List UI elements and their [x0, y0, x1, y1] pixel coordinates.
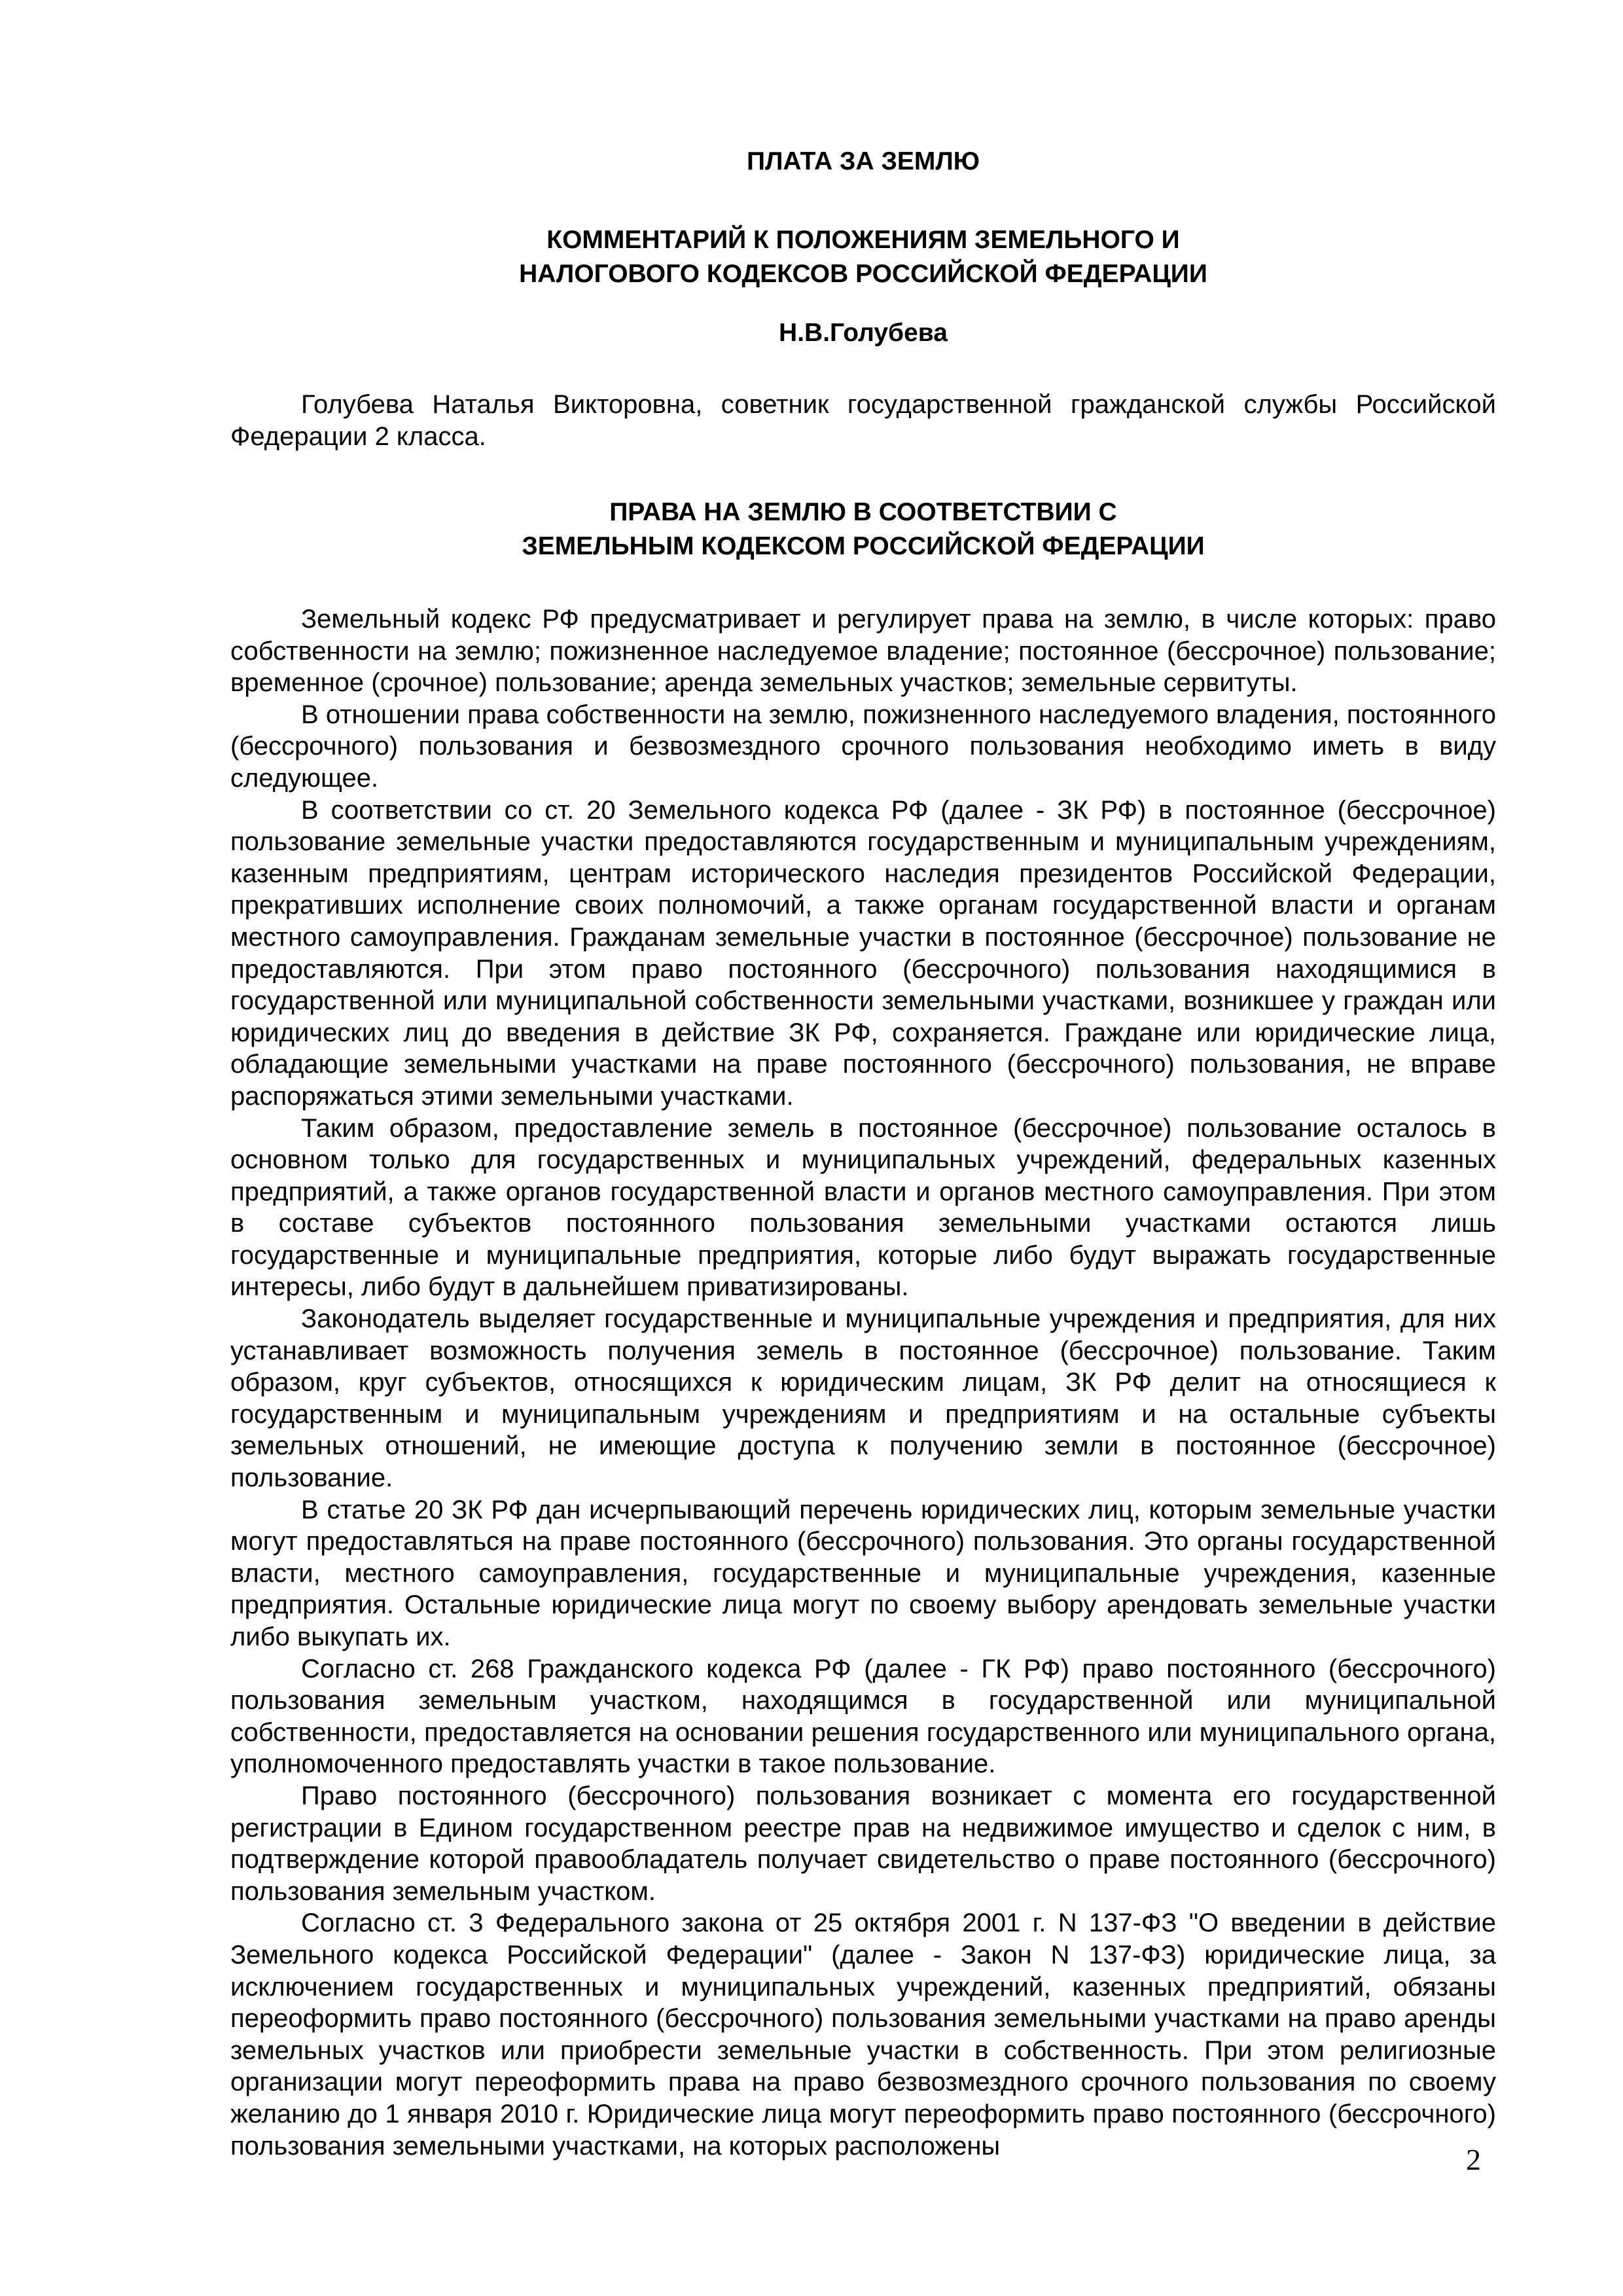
document-title: ПЛАТА ЗА ЗЕМЛЮ — [747, 147, 980, 175]
document-subtitle — [230, 223, 1496, 291]
paragraph: В соответствии со ст. 20 Земельного кодекса РФ (далее - ЗК РФ) в постоянное (бессрочное) пользование земельные участки предоставляются государственным и муниципальным учреждениям, казенным предприятиям, центрам исторического наследия президентов Российской Федерации, прекративших исполнение своих полномочий, а также органам государственной власти и органам местного самоуправления. Гражданам земельные участки в постоянное (бессрочное) пользование не предоставляются. При этом право постоянного (бессрочного) пользования находящимися в государственной или муниципальной собственности земельными участками, возникшее у граждан или юридических лиц до введения в действие ЗК РФ, сохраняется. Граждане или юридические лица, обладающие земельными участками на праве постоянного (бессрочного) пользования, не вправе распоряжаться этими земельными участками. — [230, 795, 1496, 1111]
page-content — [230, 145, 1496, 2162]
section-heading — [230, 495, 1496, 564]
author-info: Голубева Наталья Викторовна, советник государственной гражданской службы Российской Федерации 2 класса. — [230, 390, 1496, 451]
paragraph: В статье 20 ЗК РФ дан исчерпывающий перечень юридических лиц, которым земельные участки могут предоставляться на праве постоянного (бессрочного) пользования. Это органы государственной власти, местного самоуправления, государственные и муниципальные учреждения, казенные предприятия. Остальные юридические лица могут по своему выбору арендовать земельные участки либо выкупать их. — [230, 1495, 1496, 1651]
subtitle-line: КОММЕНТАРИЙ К ПОЛОЖЕНИЯМ ЗЕМЕЛЬНОГО И — [546, 226, 1180, 254]
paragraph: Земельный кодекс РФ предусматривает и регулирует права на землю, в числе которых: право собственности на землю; пожизненное наследуемое владение; постоянное (бессрочное) пользование; временное (срочное) пользование; аренда земельных участков; земельные сервитуты. — [230, 605, 1496, 698]
section-heading-line: ПРАВА НА ЗЕМЛЮ В СООТВЕТСТВИИ С — [609, 498, 1117, 526]
paragraph: Таким образом, предоставление земель в постоянное (бессрочное) пользование осталось в основном только для государственных и муниципальных учреждений, федеральных казенных предприятий, а также органов государственной власти и органов местного самоуправления. При этом в составе субъектов постоянного пользования земельными участками остаются лишь государственные и муниципальные предприятия, которые либо будут выражать государственные интересы, либо будут в дальнейшем приватизированы. — [230, 1113, 1496, 1302]
paragraph: Согласно ст. 3 Федерального закона от 25 октября 2001 г. N 137-ФЗ "О введении в действие Земельного кодекса Российской Федерации" (далее - Закон N 137-ФЗ) юридические лица, за исключением государственных и муниципальных учреждений, казенных предприятий, обязаны переоформить право постоянного (бессрочного) пользования земельными участками на право аренды земельных участков или приобрести земельные участки в собственность. При этом религиозные организации могут переоформить права на право безвозмездного срочного пользования по своему желанию до 1 января 2010 г. Юридические лица могут переоформить право постоянного (бессрочного) пользования земельными участками, на которых расположены — [230, 1909, 1496, 2161]
body-text — [230, 603, 1496, 2162]
section-heading-line: ЗЕМЕЛЬНЫМ КОДЕКСОМ РОССИЙСКОЙ ФЕДЕРАЦИИ — [522, 532, 1205, 560]
paragraph: Согласно ст. 268 Гражданского кодекса РФ (далее - ГК РФ) право постоянного (бессрочного) пользования земельным участком, находящимся в государственной или муниципальной собственности, предоставляется на основании решения государственного или муниципального органа, уполномоченного предоставлять участки в такое пользование. — [230, 1654, 1496, 1779]
paragraph: Законодатель выделяет государственные и муниципальные учреждения и предприятия, для них устанавливает возможность получения земель в постоянное (бессрочное) пользование. Таким образом, круг субъектов, относящихся к юридическим лицам, ЗК РФ делит на относящиеся к государственным и муниципальным учреждениям и предприятиям и на остальные субъекты земельных отношений, не имеющие доступа к получению земли в постоянное (бессрочное) пользование. — [230, 1304, 1496, 1493]
paragraph: Право постоянного (бессрочного) пользования возникает с момента его государственной регистрации в Едином государственном реестре прав на недвижимое имущество и сделок с ним, в подтверждение которой правообладатель получает свидетельство о праве постоянного (бессрочного) пользования земельным участком. — [230, 1781, 1496, 1906]
page-number: 2 — [1466, 2143, 1481, 2176]
author-name: Н.В.Голубева — [779, 319, 948, 347]
subtitle-line: НАЛОГОВОГО КОДЕКСОВ РОССИЙСКОЙ ФЕДЕРАЦИИ — [519, 260, 1207, 288]
paragraph: В отношении права собственности на землю, пожизненного наследуемого владения, постоянного (бессрочного) пользования и безвозмездного срочного пользования необходимо иметь в виду следующее. — [230, 700, 1496, 793]
